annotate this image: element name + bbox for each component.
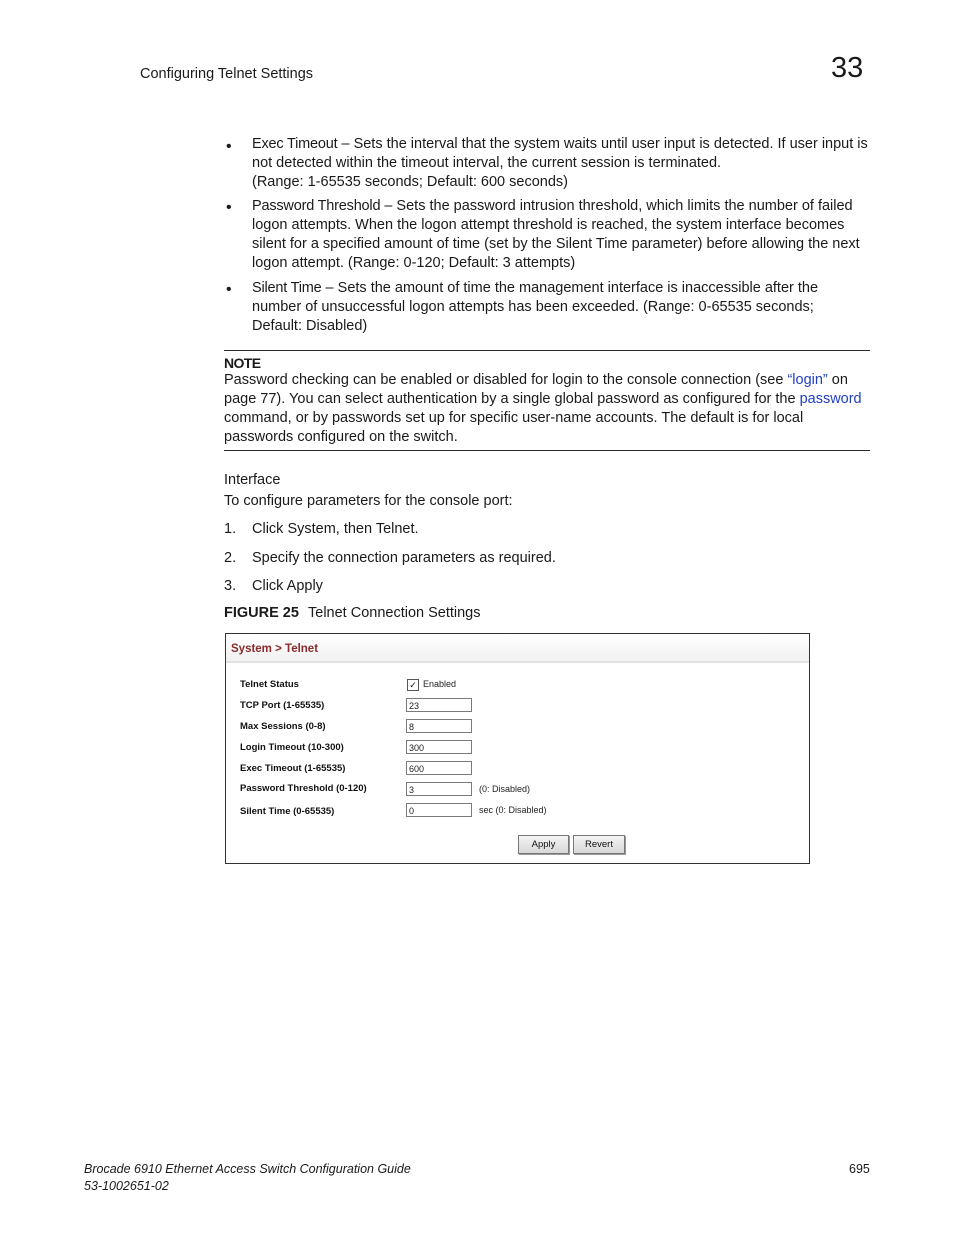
- tcp-port-label: TCP Port (1-65535): [240, 700, 325, 711]
- note-text: on page 77). You can select authentication by a single global password as configured for the: [224, 372, 848, 407]
- note-top-rule: [224, 350, 870, 351]
- bullet-term: Exec Timeout: [252, 136, 338, 152]
- note-text: command, or by passwords set up for specific user-name accounts. The default is for local passwords configured on the switch.: [224, 410, 804, 445]
- exec-timeout-input[interactable]: 600: [406, 761, 472, 775]
- password-threshold-input[interactable]: 3: [406, 782, 472, 796]
- section-intro: To configure parameters for the console port:: [224, 493, 513, 509]
- step-number: 2.: [224, 550, 237, 566]
- bullet-extra: (Range: 1-65535 seconds; Default: 600 seconds): [252, 174, 568, 190]
- telnet-status-option: Enabled: [423, 679, 457, 689]
- bullet-marker: •: [226, 138, 232, 155]
- silent-time-input[interactable]: 0: [406, 803, 472, 817]
- bullet-item: [252, 197, 874, 273]
- note-label: NOTE: [224, 355, 261, 371]
- step-number: 3.: [224, 578, 237, 594]
- breadcrumb: System > Telnet: [231, 643, 319, 655]
- login-link[interactable]: “login”: [787, 372, 828, 388]
- apply-button[interactable]: Apply: [518, 835, 569, 854]
- telnet-settings-panel: [225, 633, 810, 864]
- check-icon: ✓: [409, 680, 417, 690]
- silent-time-label: Silent Time (0-65535): [240, 806, 335, 817]
- revert-button[interactable]: Revert: [573, 835, 625, 854]
- password-link[interactable]: password: [799, 391, 862, 407]
- bullet-marker: •: [226, 281, 232, 298]
- bullet-item: [252, 135, 874, 192]
- step-text: Click Apply: [252, 578, 323, 594]
- bullet-term: Password Threshold: [252, 198, 381, 214]
- password-threshold-hint: (0: Disabled): [479, 784, 531, 794]
- bullet-text: – Sets the interval that the system waits until user input is detected. If user input is not detected within the timeout interval, the current session is terminated.: [252, 136, 868, 171]
- figure-title: Telnet Connection Settings: [308, 605, 481, 621]
- login-timeout-label: Login Timeout (10-300): [240, 742, 344, 753]
- bullet-text: – Sets the amount of time the management interface is inaccessible after the number of unsuccessful logon attempts has been exceeded. (Range: 0-65535 seconds; Default: Disabled): [252, 280, 819, 334]
- footer-doc-number: 53-1002651-02: [84, 1179, 169, 1193]
- page-number: 695: [849, 1162, 870, 1176]
- max-sessions-input[interactable]: 8: [406, 719, 472, 733]
- note-text: Password checking can be enabled or disabled for login to the console connection (see: [224, 372, 788, 388]
- panel-header: [226, 634, 809, 663]
- bullet-marker: •: [226, 199, 232, 216]
- note-bottom-rule: [224, 450, 870, 451]
- tcp-port-input[interactable]: 23: [406, 698, 472, 712]
- bullet-text: – Sets the password intrusion threshold, which limits the number of failed logon attempts. When the logon attempt threshold is reached, the system interface becomes silent for a specified amount of time (set by the Silent Time parameter) before allowing the next logon attempt. (Range: 0-120; Default: 3 attempts): [252, 198, 860, 271]
- telnet-status-label: Telnet Status: [240, 679, 299, 690]
- chapter-number: 33: [831, 52, 864, 84]
- figure-label: FIGURE 25: [224, 605, 299, 621]
- telnet-status-checkbox[interactable]: [407, 679, 419, 691]
- footer-doc-title: Brocade 6910 Ethernet Access Switch Configuration Guide: [84, 1162, 411, 1176]
- bullet-term: Silent Time: [252, 280, 322, 296]
- running-header: Configuring Telnet Settings: [140, 66, 314, 82]
- silent-time-hint: sec (0: Disabled): [479, 805, 547, 815]
- step-number: 1.: [224, 521, 237, 537]
- login-timeout-input[interactable]: 300: [406, 740, 472, 754]
- note-body: [224, 371, 874, 447]
- bullet-item: [252, 279, 852, 336]
- step-text: Specify the connection parameters as required.: [252, 550, 556, 566]
- section-heading: Interface: [224, 472, 281, 488]
- exec-timeout-label: Exec Timeout (1-65535): [240, 763, 346, 774]
- max-sessions-label: Max Sessions (0-8): [240, 721, 326, 732]
- password-threshold-label: Password Threshold (0-120): [240, 783, 367, 794]
- step-text: Click System, then Telnet.: [252, 521, 419, 537]
